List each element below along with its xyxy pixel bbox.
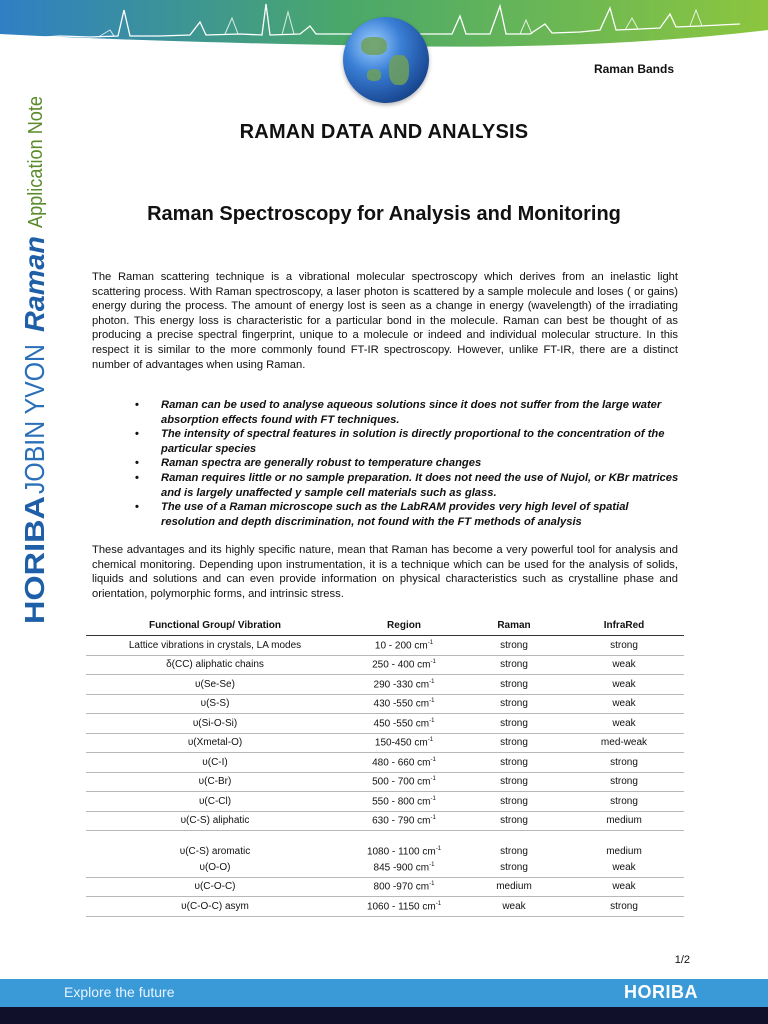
cell-region: [344, 714, 464, 734]
region-unit: cm: [417, 795, 431, 807]
region-unit-exponent: -1: [427, 639, 434, 646]
cell-vibration: υ(Si-O-Si): [86, 714, 344, 734]
region-value: 250 - 400: [372, 659, 415, 671]
page-number: 1/2: [674, 954, 690, 966]
table-row: [86, 858, 684, 877]
table-row: [86, 636, 684, 656]
page-title: RAMAN DATA AND ANALYSIS: [239, 121, 529, 143]
region-value: 10 - 200: [374, 639, 412, 651]
cell-infrared: strong: [564, 792, 684, 812]
cell-infrared: strong: [564, 772, 684, 792]
list-item-text: The intensity of spectral features in solution is directly proportional to the concentration of the particular species: [161, 428, 665, 455]
raman-bands-table: [86, 616, 684, 917]
region-unit: cm: [415, 698, 430, 710]
table-row: [86, 811, 684, 831]
footer-slogan: Explore the future: [64, 984, 175, 1000]
region-unit: cm: [415, 678, 430, 690]
list-item-text: Raman spectra are generally robust to temperature changes: [161, 457, 482, 470]
region-value: 500 - 700: [372, 776, 415, 788]
table-row: [86, 714, 684, 734]
table-row: [86, 675, 684, 695]
header-raman: Raman: [464, 616, 564, 636]
cell-infrared: weak: [564, 858, 684, 877]
table-row: [86, 772, 684, 792]
cell-infrared: strong: [564, 636, 684, 656]
region-unit-exponent: -1: [429, 861, 435, 868]
region-unit: cm: [415, 717, 430, 729]
cell-vibration: Lattice vibrations in crystals, LA modes: [86, 636, 344, 656]
cell-infrared: med-weak: [564, 733, 684, 753]
region-unit-exponent: -1: [427, 737, 434, 744]
list-item: • Raman can be used to analyse aqueous solutions since it does not suffer from the large water absorption effects found with FT techniques.: [135, 399, 662, 426]
footer-strip: [0, 1007, 768, 1024]
table-body: [86, 636, 684, 917]
list-item-text: Raman requires little or no sample preparation. It does not need the use of Nujol, or KBr matrices and is largely unaffected y sample cell materials such as glass.: [161, 471, 679, 499]
cell-region: [344, 792, 464, 812]
side-brand-company: HORIBA: [20, 513, 50, 624]
table-row: [86, 753, 684, 773]
list-item-text: The use of a Raman microscope such as the LabRAM provides very high level of spatial resolution and depth discrimination, not found with the FT methods of analysis: [161, 501, 629, 528]
document-label: Raman Bands: [593, 62, 674, 76]
cell-vibration: δ(CC) aliphatic chains: [86, 655, 344, 675]
cell-vibration: υ(Se-Se): [86, 675, 344, 695]
cell-region: [344, 772, 464, 792]
region-value: 430 -550: [373, 698, 413, 710]
side-brand-product: Raman: [20, 238, 50, 332]
cell-infrared: strong: [564, 897, 684, 917]
region-unit-exponent: -1: [429, 717, 435, 724]
region-unit: cm: [414, 639, 428, 651]
cell-region: [344, 897, 464, 917]
footer-logo: HORIBA: [624, 982, 698, 1002]
region-unit-exponent: -1: [430, 815, 436, 822]
cell-infrared: weak: [564, 694, 684, 714]
side-brand-division: JOBIN YVON: [20, 324, 50, 494]
region-value: 630 - 790: [372, 815, 415, 827]
table-row: [86, 733, 684, 753]
cell-infrared: weak: [564, 714, 684, 734]
table-row: [86, 877, 684, 897]
region-unit-exponent: -1: [430, 659, 436, 666]
region-unit: cm: [417, 756, 431, 768]
footer-bar: [0, 979, 768, 1007]
intro-paragraph: The Raman scattering technique is a vibrational molecular spectroscopy which derives from an inelastic light scattering process. With Raman spectroscopy, a laser photon is scattered by a sample molecule and loses ( or gains) energy during the process. The amount of energy lost is seen as a change in energy (wavelength) of the irradiating photon. This energy loss is characteristic for a particular bond in the molecule. Raman can best be thought of as producing a precise spectral fingerprint, unique to a molecule or indeed and individual molecular structure. In this respect it is similar to the more commonly found FT-IR spectroscopy. However, unlike FT-IR, there are a distinct number of advantages when using Raman.: [92, 271, 678, 371]
region-unit-exponent: -1: [430, 776, 436, 783]
cell-raman: medium: [464, 877, 564, 897]
cell-vibration: υ(C-I): [86, 753, 344, 773]
region-unit-exponent: -1: [429, 678, 435, 685]
cell-raman: weak: [464, 897, 564, 917]
list-item: • Raman requires little or no sample preparation. It does not need the use of Nujol, or KBr matrices and is largely unaffected y sample cell materials such as glass.: [135, 471, 679, 499]
closing-paragraph: These advantages and its highly specific nature, mean that Raman has become a very powerful tool for analysis and chemical monitoring. Depending upon instrumentation, it is a technique which can be used for the analysis of solids, liquids and solutions and can even provide information on physical characteristics such as crystalline phase and orientation, polymorphic forms, and intrinsic stress.: [92, 544, 678, 600]
cell-infrared: medium: [606, 846, 642, 857]
table-row: [86, 792, 684, 812]
region-value: 450 -550: [373, 717, 413, 729]
table-row: [86, 831, 684, 859]
cell-infrared: strong: [564, 753, 684, 773]
cell-region: [344, 858, 464, 877]
cell-region: [344, 655, 464, 675]
cell-vibration: υ(C-S) aliphatic: [86, 811, 344, 831]
cell-vibration: υ(S-S): [86, 694, 344, 714]
cell-raman: strong: [500, 846, 528, 857]
region-unit: cm: [417, 659, 431, 671]
table-header-row: [86, 616, 684, 636]
cell-region: [344, 675, 464, 695]
list-item: • The use of a Raman microscope such as the LabRAM provides very high level of spatial resolution and depth discrimination, not found with the FT methods of analysis: [135, 501, 629, 528]
region-unit-exponent: -1: [430, 756, 436, 763]
cell-region: [344, 694, 464, 714]
region-value: 150-450: [374, 737, 412, 749]
cell-infrared: weak: [564, 655, 684, 675]
list-item: • Raman spectra are generally robust to temperature changes: [135, 457, 482, 470]
cell-region: [344, 811, 464, 831]
cell-raman: strong: [464, 792, 564, 812]
region-unit-exponent: -1: [429, 698, 435, 705]
cell-raman: strong: [464, 811, 564, 831]
region-unit: cm: [417, 815, 431, 827]
region-value: 845 -900: [373, 861, 413, 873]
cell-vibration: υ(Xmetal-O): [86, 733, 344, 753]
cell-raman: strong: [464, 772, 564, 792]
cell-vibration: υ(C-S) aromatic: [179, 846, 251, 857]
region-value: 1060 - 1150: [366, 900, 420, 912]
cell-vibration: υ(C-O-C): [86, 877, 344, 897]
region-value: 290 -330: [373, 678, 413, 690]
list-item-text: Raman can be used to analyse aqueous solutions since it does not suffer from the large water absorption effects found with FT techniques.: [161, 399, 662, 426]
cell-raman: strong: [464, 675, 564, 695]
header-infrared: InfraRed: [564, 616, 684, 636]
list-item: • The intensity of spectral features in solution is directly proportional to the concentration of the particular species: [135, 428, 665, 455]
side-brand-doctype: Application Note: [25, 94, 47, 228]
region-unit-exponent: -1: [429, 881, 435, 888]
cell-infrared: weak: [564, 877, 684, 897]
header-region: Region: [344, 616, 464, 636]
region-value: 550 - 800: [372, 795, 415, 807]
cell-region: [344, 877, 464, 897]
cell-vibration: υ(C-Br): [86, 772, 344, 792]
cell-raman: strong: [464, 655, 564, 675]
region-unit: cm: [414, 737, 428, 749]
cell-raman: strong: [464, 858, 564, 877]
page-subtitle: Raman Spectroscopy for Analysis and Monitoring: [147, 203, 621, 225]
cell-raman: strong: [464, 753, 564, 773]
region-unit-exponent: -1: [435, 900, 442, 907]
region-value: 480 - 660: [372, 756, 415, 768]
region-unit-exponent: -1: [430, 795, 436, 802]
cell-region: [344, 636, 464, 656]
cell-region: [344, 733, 464, 753]
cell-vibration: υ(C-O-C) asym: [86, 897, 344, 917]
region-value: 1080 - 1100: [366, 846, 420, 857]
table-row: [86, 655, 684, 675]
cell-region: [344, 753, 464, 773]
cell-raman: strong: [464, 714, 564, 734]
cell-vibration: υ(C-Cl): [86, 792, 344, 812]
region-unit: cm: [422, 846, 436, 857]
advantages-list: [135, 398, 680, 529]
cell-raman: strong: [464, 694, 564, 714]
region-value: 800 -970: [373, 881, 413, 893]
side-brand: [20, 94, 50, 628]
cell-raman: strong: [464, 636, 564, 656]
cell-infrared: medium: [564, 811, 684, 831]
region-unit: cm: [415, 881, 430, 893]
cell-region: [344, 831, 464, 859]
region-unit: cm: [415, 861, 430, 873]
globe-logo: [343, 17, 429, 103]
table-row: [86, 897, 684, 917]
cell-raman: strong: [464, 733, 564, 753]
cell-infrared: weak: [564, 675, 684, 695]
cell-vibration: υ(O-O): [86, 858, 344, 877]
region-unit-exponent: -1: [435, 845, 442, 852]
region-unit: cm: [417, 776, 431, 788]
region-unit: cm: [422, 900, 436, 912]
table-row: [86, 694, 684, 714]
header-vibration: Functional Group/ Vibration: [86, 616, 344, 636]
